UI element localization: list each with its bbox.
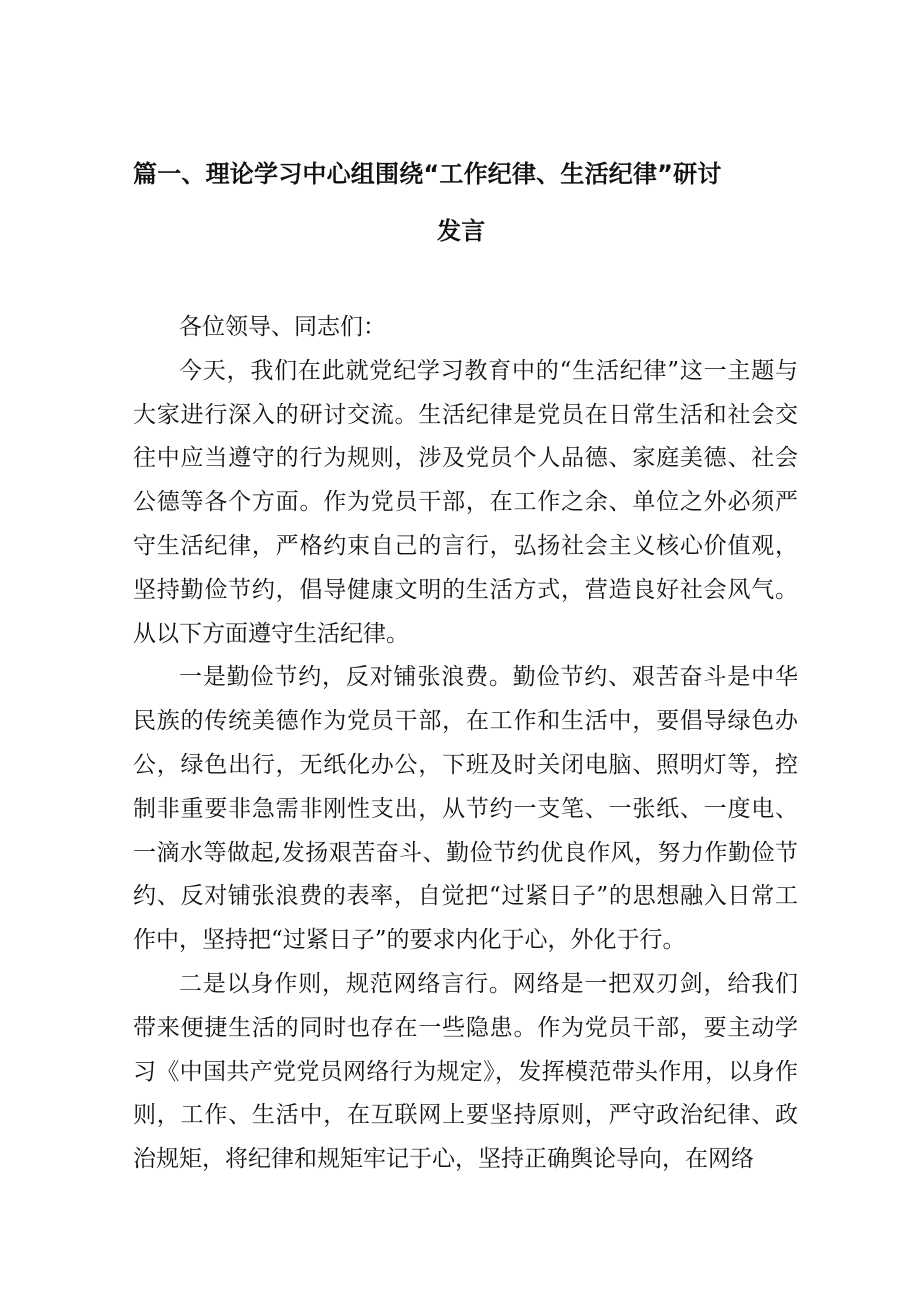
document-body	[133, 306, 798, 1182]
document-title-line-2: 发言	[437, 217, 486, 245]
salutation-paragraph: 各位领导、同志们：	[179, 314, 386, 340]
point-two-paragraph: 二是以身作则，规范网络言行。网络是一把双刃剑，给我们带来便捷生活的同时也存在一些隐患。作为党员干部，要主动学习《中国共产党党员网络行为规定》，发挥模范带头作用，以身作则，工作、生活中，在互联网上要坚持原则，严守政治纪律、政治规矩，将纪律和规矩牢记于心，坚持正确舆论导向，在网络	[133, 970, 798, 1173]
intro-paragraph: 今天，我们在此就党纪学习教育中的“生活纪律”这一主题与大家进行深入的研讨交流。生活纪律是党员在日常生活和社会交往中应当遵守的行为规则，涉及党员个人品德、家庭美德、社会公德等各个方面。作为党员干部，在工作之余、单位之外必须严守生活纪律，严格约束自己的言行，弘扬社会主义核心价值观，坚持勤俭节约，倡导健康文明的生活方式，营造良好社会风气。从以下方面遵守生活纪律。	[133, 357, 798, 647]
document-title-line-1: 篇一、理论学习中心组围绕“工作纪律、生活纪律”研讨	[133, 160, 722, 188]
point-one-paragraph: 一是勤俭节约，反对铺张浪费。勤俭节约、艰苦奋斗是中华民族的传统美德作为党员干部，在工作和生活中，要倡导绿色办公，绿色出行，无纸化办公，下班及时关闭电脑、照明灯等，控制非重要非急需非刚性支出，从节约一支笔、一张纸、一度电、一滴水等做起,发扬艰苦奋斗、勤俭节约优良作风，努力作勤俭节约、反对铺张浪费的表率，自觉把“过紧日子”的思想融入日常工作中，坚持把“过紧日子”的要求内化于心，外化于行。	[133, 664, 798, 954]
